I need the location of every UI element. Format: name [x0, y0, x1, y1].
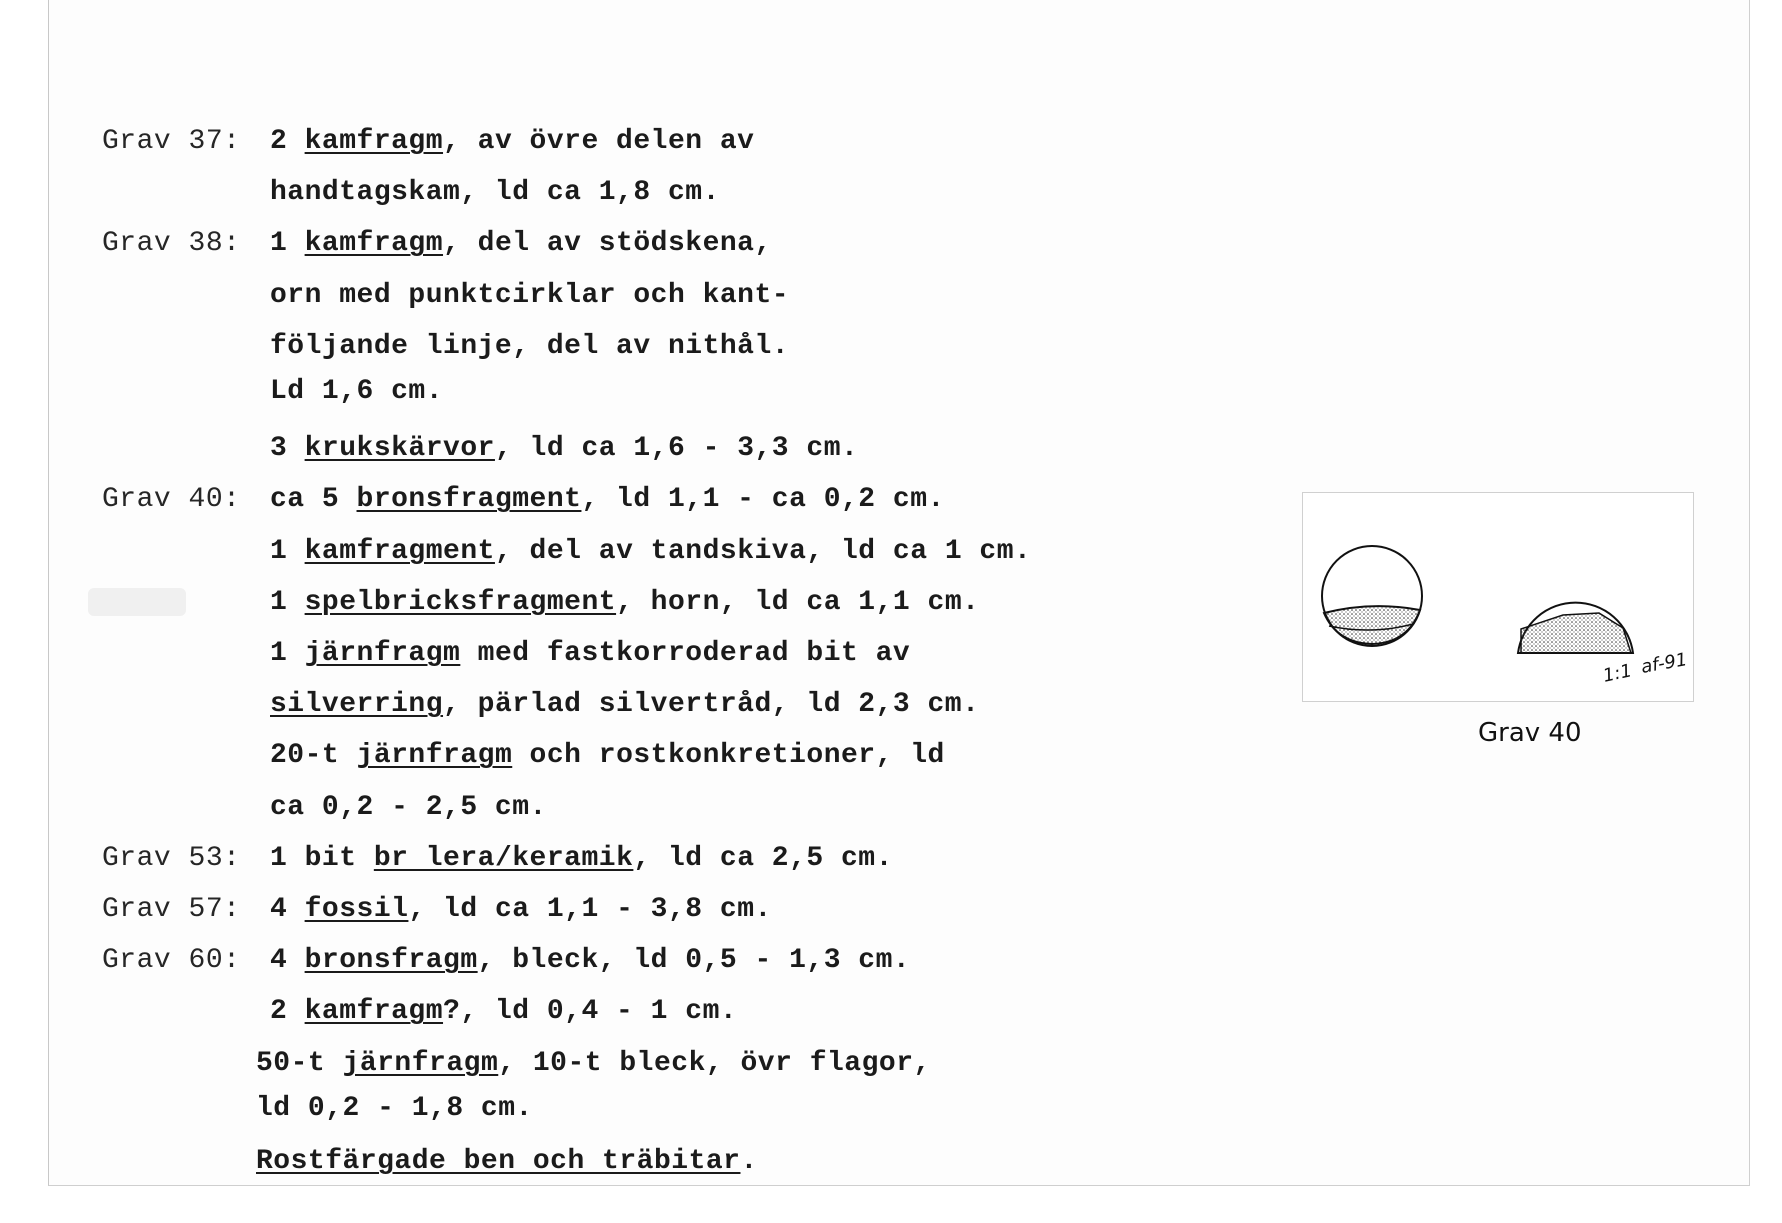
fragment-disc-drawing	[1322, 546, 1422, 646]
find-term: kamfragm	[304, 996, 444, 1028]
find-text: 20-t	[270, 740, 357, 772]
find-text: , bleck, ld 0,5 - 1,3 cm.	[477, 945, 911, 977]
find-text: 1	[270, 638, 305, 669]
find-text: , ld ca 1,6 - 3,3 cm.	[494, 433, 859, 465]
find-term: bronsfragm	[304, 945, 478, 977]
find-text: ?, ld 0,4 - 1 cm.	[443, 996, 738, 1028]
find-text: 4	[270, 894, 305, 925]
find-line	[270, 843, 893, 874]
find-term: bronsfragment	[356, 484, 582, 516]
find-text: 3	[270, 433, 305, 465]
find-text: 2	[270, 996, 305, 1028]
find-text: , del av tandskiva, ld ca 1 cm.	[494, 535, 1032, 567]
find-term: järnfragm	[304, 638, 461, 669]
find-text: .	[740, 1146, 758, 1177]
grave-label: Grav 38:	[102, 228, 241, 260]
find-text: Ld 1,6 cm.	[270, 376, 444, 407]
find-line	[270, 996, 737, 1027]
find-line	[270, 177, 720, 208]
find-line	[270, 228, 772, 259]
find-text: 1	[270, 228, 305, 260]
find-text: 1 bit	[270, 842, 374, 874]
find-term: krukskärvor	[304, 433, 495, 465]
stamp-smudge	[88, 588, 186, 616]
find-line	[270, 484, 945, 515]
find-term: br lera/keramik	[373, 842, 634, 874]
find-text: följande linje, del av nithål.	[270, 330, 790, 362]
find-line	[256, 1093, 533, 1124]
find-line	[256, 1048, 931, 1079]
artifact-sketch	[1303, 493, 1693, 701]
find-line	[270, 280, 789, 311]
find-text: , ld ca 1,1 - 3,8 cm.	[408, 894, 772, 925]
find-line	[270, 126, 754, 157]
find-line	[270, 638, 910, 669]
find-text: , 10-t bleck, övr flagor,	[498, 1047, 931, 1079]
find-term: kamfragment	[304, 535, 495, 567]
find-text: , ld 1,1 - ca 0,2 cm.	[581, 484, 945, 516]
find-line	[270, 433, 858, 464]
scale-note: 1:1	[1601, 660, 1634, 687]
grave-label: Grav 37:	[102, 126, 241, 157]
drawing-panel	[1302, 492, 1694, 702]
grave-label: Grav 57:	[102, 894, 241, 925]
find-line	[270, 740, 945, 771]
find-text: , del av stödskena,	[443, 228, 772, 260]
find-text: 2	[270, 126, 305, 157]
signature: af-91	[1639, 649, 1689, 678]
find-text: , pärlad silvertråd, ld 2,3 cm.	[443, 689, 980, 721]
find-term: järnfragm	[356, 740, 513, 772]
fragment-half-disc-drawing	[1518, 603, 1633, 653]
find-line	[256, 1146, 758, 1177]
find-term: järnfragm	[342, 1047, 499, 1079]
find-text: ld 0,2 - 1,8 cm.	[256, 1092, 533, 1124]
find-term: silverring	[270, 689, 444, 721]
find-line	[270, 331, 789, 362]
find-text: 50-t	[256, 1047, 343, 1079]
find-term: fossil	[304, 894, 409, 925]
find-text: och rostkonkretioner, ld	[512, 740, 945, 772]
find-term: kamfragm	[304, 228, 444, 260]
find-text: , horn, ld ca 1,1 cm.	[616, 586, 980, 618]
find-line	[270, 894, 772, 925]
find-text: ca 0,2 - 2,5 cm.	[270, 791, 547, 823]
find-line	[270, 945, 910, 976]
find-term: kamfragm	[304, 126, 444, 157]
find-text: , av övre delen av	[443, 126, 755, 157]
find-text: 4	[270, 945, 305, 977]
find-line	[270, 536, 1031, 567]
find-text: med fastkorroderad bit av	[460, 638, 911, 669]
drawing-caption: Grav 40	[1478, 718, 1582, 748]
find-text: orn med punktcirklar och kant-	[270, 279, 790, 311]
find-term: Rostfärgade ben och träbitar	[256, 1146, 741, 1177]
grave-label: Grav 60:	[102, 945, 241, 977]
find-line	[270, 376, 443, 407]
find-term: spelbricksfragment	[304, 586, 617, 618]
find-text: ca 5	[270, 484, 357, 516]
find-line	[270, 689, 979, 720]
grave-label: Grav 40:	[102, 484, 241, 516]
grave-label: Grav 53:	[102, 842, 241, 874]
find-line	[270, 587, 979, 618]
find-text: 1	[270, 535, 305, 567]
find-text: , ld ca 2,5 cm.	[633, 842, 893, 874]
find-line	[270, 792, 547, 823]
find-text: 1	[270, 586, 305, 618]
find-text: handtagskam, ld ca 1,8 cm.	[270, 177, 720, 209]
